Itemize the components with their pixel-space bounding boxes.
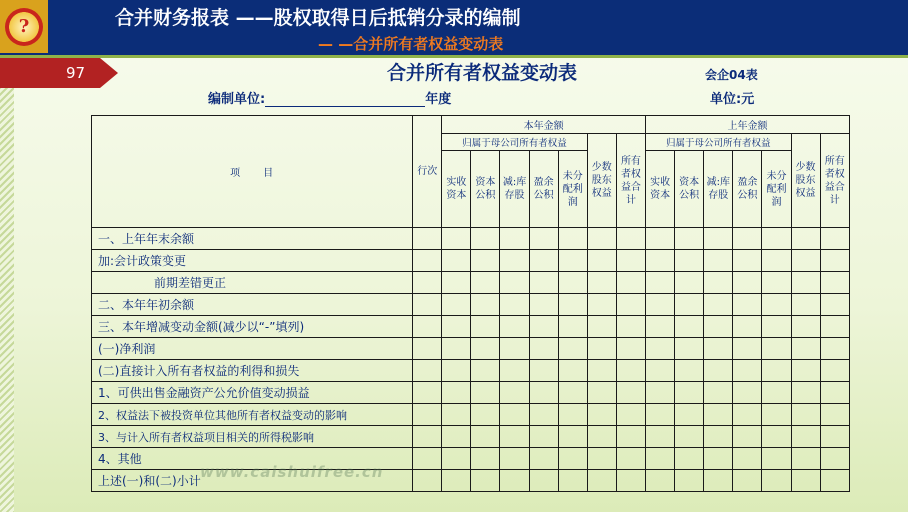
- table-cell: [791, 316, 820, 338]
- table-cell: [733, 250, 762, 272]
- table-cell: [762, 448, 791, 470]
- equity-change-table: [91, 115, 850, 492]
- table-cell: [558, 316, 587, 338]
- table-cell: [820, 448, 849, 470]
- table-row: [92, 360, 850, 382]
- table-cell: [820, 228, 849, 250]
- table-cell: [820, 426, 849, 448]
- table-cell: [791, 360, 820, 382]
- table-cell: [675, 448, 704, 470]
- row-label: 前期差错更正: [92, 272, 413, 294]
- prepared-by-blank: [265, 92, 425, 107]
- table-cell: [413, 272, 442, 294]
- table-cell: [616, 360, 645, 382]
- table-row: [92, 316, 850, 338]
- table-cell: [471, 426, 500, 448]
- table-cell: [820, 382, 849, 404]
- table-cell: [733, 382, 762, 404]
- table-cell: [471, 404, 500, 426]
- row-label: (二)直接计入所有者权益的利得和损失: [92, 360, 413, 382]
- table-row: [92, 228, 850, 250]
- currency-label: 单位:元: [710, 92, 755, 107]
- row-number-header: 行次: [413, 116, 442, 228]
- table-cell: [791, 382, 820, 404]
- form-code: 会企04表: [705, 68, 758, 82]
- table-cell: [675, 272, 704, 294]
- logo: [0, 0, 48, 53]
- table-cell: [704, 360, 733, 382]
- table-cell: [471, 338, 500, 360]
- table-cell: [442, 404, 471, 426]
- table-cell: [733, 338, 762, 360]
- table-cell: [675, 294, 704, 316]
- table-cell: [762, 338, 791, 360]
- retained-earnings-header-prior: 未分配利润: [762, 151, 791, 228]
- table-cell: [762, 382, 791, 404]
- table-cell: [646, 448, 675, 470]
- table-cell: [500, 338, 529, 360]
- table-cell: [646, 338, 675, 360]
- year-label: 年度: [425, 92, 452, 107]
- table-cell: [791, 404, 820, 426]
- table-cell: [733, 294, 762, 316]
- table-cell: [471, 294, 500, 316]
- table-cell: [442, 448, 471, 470]
- table-cell: [442, 316, 471, 338]
- table-cell: [646, 470, 675, 492]
- table-cell: [529, 250, 558, 272]
- table-cell: [820, 360, 849, 382]
- capital-reserve-header-prior: 资本公积: [675, 151, 704, 228]
- table-cell: [733, 228, 762, 250]
- header-band: [0, 0, 908, 58]
- table-cell: [820, 404, 849, 426]
- table-cell: [820, 338, 849, 360]
- watermark: www.caishuifree.cn: [200, 463, 384, 481]
- table-cell: [646, 316, 675, 338]
- table-cell: [733, 360, 762, 382]
- table-cell: [616, 316, 645, 338]
- minority-interest-header-current: 少数股东权益: [587, 134, 616, 228]
- table-cell: [500, 382, 529, 404]
- table-cell: [442, 272, 471, 294]
- table-cell: [616, 382, 645, 404]
- surplus-reserve-header: 盈余公积: [529, 151, 558, 228]
- table-cell: [529, 426, 558, 448]
- slide-subtitle: — —合并所有者权益变动表: [318, 35, 504, 53]
- table-cell: [616, 470, 645, 492]
- paid-in-capital-header: 实收资本: [442, 151, 471, 228]
- table-cell: [413, 404, 442, 426]
- table-cell: [762, 404, 791, 426]
- table-cell: [791, 272, 820, 294]
- table-cell: [500, 250, 529, 272]
- table-cell: [587, 470, 616, 492]
- table-cell: [762, 294, 791, 316]
- table-cell: [675, 382, 704, 404]
- table-cell: [471, 360, 500, 382]
- table-cell: [646, 360, 675, 382]
- table-cell: [762, 426, 791, 448]
- table-cell: [558, 338, 587, 360]
- table-cell: [820, 294, 849, 316]
- table-cell: [500, 272, 529, 294]
- item-column-header: 项 目: [92, 116, 413, 228]
- current-year-header: 本年金额: [442, 116, 646, 134]
- table-cell: [587, 338, 616, 360]
- table-cell: [704, 448, 733, 470]
- table-cell: [558, 404, 587, 426]
- table-cell: [529, 404, 558, 426]
- table-cell: [558, 272, 587, 294]
- table-cell: [820, 272, 849, 294]
- table-cell: [704, 404, 733, 426]
- table-cell: [471, 250, 500, 272]
- table-cell: [471, 228, 500, 250]
- table-cell: [791, 448, 820, 470]
- table-cell: [791, 338, 820, 360]
- table-cell: [791, 250, 820, 272]
- table-cell: [733, 448, 762, 470]
- table-cell: [791, 294, 820, 316]
- table-cell: [529, 338, 558, 360]
- table-cell: [704, 316, 733, 338]
- table-cell: [616, 294, 645, 316]
- table-cell: [413, 448, 442, 470]
- table-cell: [529, 316, 558, 338]
- table-cell: [616, 228, 645, 250]
- prepared-by-label: 编制单位:: [208, 92, 266, 107]
- table-cell: [762, 316, 791, 338]
- table-cell: [500, 470, 529, 492]
- table-body: [92, 228, 850, 492]
- row-label: 3、与计入所有者权益项目相关的所得税影响: [92, 426, 413, 448]
- table-cell: [500, 294, 529, 316]
- table-cell: [500, 426, 529, 448]
- table-cell: [529, 294, 558, 316]
- surplus-reserve-header-prior: 盈余公积: [733, 151, 762, 228]
- table-cell: [704, 272, 733, 294]
- table-cell: [762, 228, 791, 250]
- table-cell: [704, 250, 733, 272]
- table-cell: [646, 228, 675, 250]
- table-cell: [413, 470, 442, 492]
- table-cell: [529, 360, 558, 382]
- table-cell: [471, 448, 500, 470]
- table-cell: [675, 250, 704, 272]
- table-cell: [616, 404, 645, 426]
- page-number-tab: [0, 58, 118, 88]
- table-cell: [442, 470, 471, 492]
- table-cell: [675, 426, 704, 448]
- table-cell: [733, 316, 762, 338]
- table-cell: [558, 470, 587, 492]
- treasury-stock-header: 减:库存股: [500, 151, 529, 228]
- table-cell: [558, 360, 587, 382]
- table-cell: [675, 316, 704, 338]
- table-cell: [704, 338, 733, 360]
- prepared-by-row: [208, 88, 451, 107]
- table-cell: [558, 382, 587, 404]
- retained-earnings-header: 未分配利润: [558, 151, 587, 228]
- table-cell: [529, 228, 558, 250]
- table-row: [92, 338, 850, 360]
- table-cell: [587, 250, 616, 272]
- table-cell: [529, 448, 558, 470]
- prior-year-header: 上年金额: [646, 116, 850, 134]
- row-label: 1、可供出售金融资产公允价值变动损益: [92, 382, 413, 404]
- report-title: 合并所有者权益变动表: [387, 62, 578, 84]
- table-cell: [558, 448, 587, 470]
- table-cell: [413, 426, 442, 448]
- seal-icon: ?: [5, 8, 43, 46]
- table-cell: [413, 228, 442, 250]
- table-cell: [500, 448, 529, 470]
- table-row: [92, 426, 850, 448]
- table-cell: [704, 426, 733, 448]
- table-row: [92, 250, 850, 272]
- table-cell: [587, 360, 616, 382]
- table-cell: [500, 316, 529, 338]
- table-cell: [587, 448, 616, 470]
- table-row: [92, 382, 850, 404]
- table-cell: [558, 250, 587, 272]
- table-cell: [471, 382, 500, 404]
- table-cell: [413, 316, 442, 338]
- row-label: 上述(一)和(二)小计: [92, 470, 413, 492]
- table-cell: [616, 338, 645, 360]
- table-cell: [646, 272, 675, 294]
- table-cell: [558, 426, 587, 448]
- table-cell: [558, 228, 587, 250]
- table-cell: [820, 316, 849, 338]
- table-cell: [442, 426, 471, 448]
- table-cell: [762, 250, 791, 272]
- table-cell: [704, 294, 733, 316]
- table-cell: [442, 338, 471, 360]
- table-row: [92, 272, 850, 294]
- total-equity-header-prior: 所有者权益合计: [820, 134, 849, 228]
- table-cell: [471, 316, 500, 338]
- table-cell: [646, 382, 675, 404]
- table-cell: [500, 404, 529, 426]
- table-cell: [616, 448, 645, 470]
- table-cell: [500, 360, 529, 382]
- table-cell: [413, 250, 442, 272]
- table-cell: [558, 294, 587, 316]
- table-cell: [413, 360, 442, 382]
- table-cell: [646, 426, 675, 448]
- row-label: 2、权益法下被投资单位其他所有者权益变动的影响: [92, 404, 413, 426]
- table-cell: [675, 404, 704, 426]
- table-cell: [442, 382, 471, 404]
- table-row: [92, 294, 850, 316]
- table-cell: [587, 294, 616, 316]
- row-label: 一、上年年末余额: [92, 228, 413, 250]
- table-cell: [442, 360, 471, 382]
- table-cell: [413, 294, 442, 316]
- table-cell: [675, 228, 704, 250]
- decorative-stripe: [0, 58, 14, 512]
- row-label: 二、本年年初余额: [92, 294, 413, 316]
- table-cell: [704, 228, 733, 250]
- parent-equity-header-prior: 归属于母公司所有者权益: [646, 134, 791, 151]
- table-cell: [471, 272, 500, 294]
- table-cell: [733, 426, 762, 448]
- table-cell: [646, 294, 675, 316]
- table-cell: [791, 426, 820, 448]
- table-cell: [616, 272, 645, 294]
- table-cell: [587, 228, 616, 250]
- row-label: 4、其他: [92, 448, 413, 470]
- table-cell: [646, 404, 675, 426]
- table-cell: [587, 404, 616, 426]
- slide-title: 合并财务报表 ——股权取得日后抵销分录的编制: [115, 7, 521, 29]
- table-cell: [442, 250, 471, 272]
- table-cell: [529, 272, 558, 294]
- capital-reserve-header: 资本公积: [471, 151, 500, 228]
- table-cell: [820, 470, 849, 492]
- paid-in-capital-header-prior: 实收资本: [646, 151, 675, 228]
- page-number: 97: [66, 64, 86, 82]
- table-cell: [587, 316, 616, 338]
- table-cell: [587, 382, 616, 404]
- row-label: 三、本年增减变动金额(减少以“-”填列): [92, 316, 413, 338]
- table-cell: [675, 338, 704, 360]
- table-cell: [762, 360, 791, 382]
- table-cell: [820, 250, 849, 272]
- table-cell: [442, 228, 471, 250]
- table-cell: [762, 470, 791, 492]
- table-cell: [442, 294, 471, 316]
- table-cell: [704, 470, 733, 492]
- table-cell: [587, 272, 616, 294]
- table-cell: [646, 250, 675, 272]
- header-row-1: [92, 116, 850, 134]
- table-cell: [587, 426, 616, 448]
- row-label: 加:会计政策变更: [92, 250, 413, 272]
- table-cell: [733, 404, 762, 426]
- table-cell: [675, 470, 704, 492]
- table-cell: [733, 470, 762, 492]
- table-cell: [791, 228, 820, 250]
- treasury-stock-header-prior: 减:库存股: [704, 151, 733, 228]
- table-cell: [733, 272, 762, 294]
- table-cell: [791, 470, 820, 492]
- table-cell: [413, 382, 442, 404]
- minority-interest-header-prior: 少数股东权益: [791, 134, 820, 228]
- table-cell: [529, 382, 558, 404]
- total-equity-header-current: 所有者权益合计: [616, 134, 645, 228]
- table-cell: [529, 470, 558, 492]
- table-cell: [500, 228, 529, 250]
- row-label: (一)净利润: [92, 338, 413, 360]
- table-cell: [471, 470, 500, 492]
- table-cell: [675, 360, 704, 382]
- table-cell: [762, 272, 791, 294]
- table-cell: [413, 338, 442, 360]
- table-cell: [616, 426, 645, 448]
- table-cell: [704, 382, 733, 404]
- table-row: [92, 404, 850, 426]
- parent-equity-header-current: 归属于母公司所有者权益: [442, 134, 587, 151]
- table-cell: [616, 250, 645, 272]
